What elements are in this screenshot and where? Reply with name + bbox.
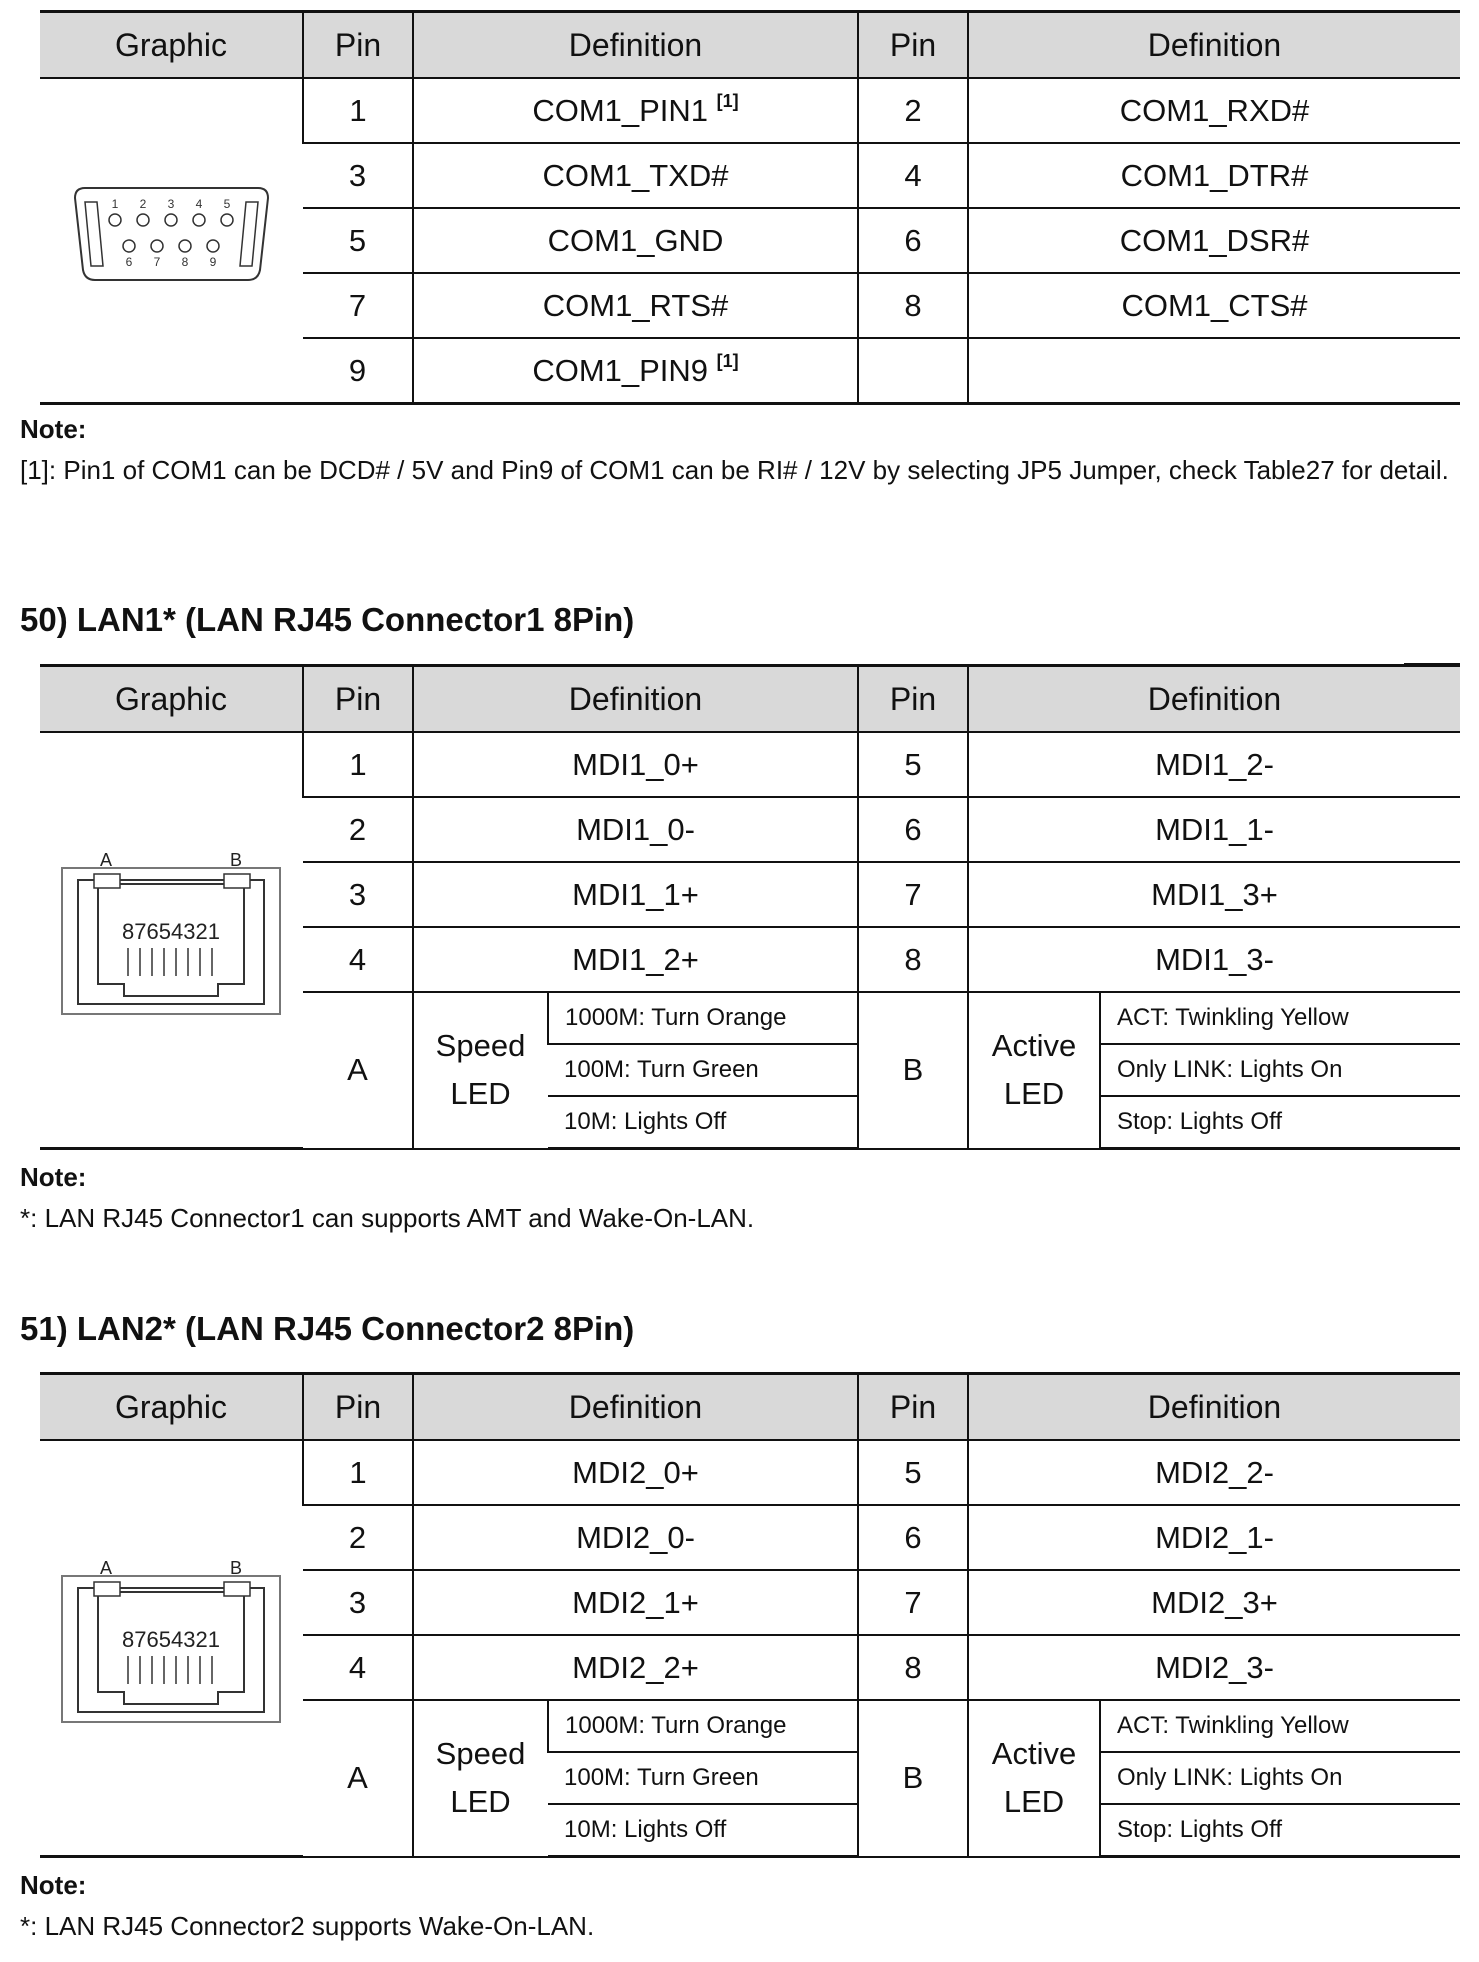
- header-pin: Pin: [858, 1374, 968, 1441]
- pin-definition: MDI2_3-: [968, 1635, 1460, 1700]
- pin-label: 5: [223, 196, 230, 211]
- pin-number: 5: [858, 1440, 968, 1505]
- lan1-pin-table: [40, 664, 1460, 1150]
- led-name-line: LED: [450, 1076, 511, 1112]
- rj45-connector-icon: [58, 844, 284, 1029]
- section-title-lan2: 51) LAN2* (LAN RJ45 Connector2 8Pin): [20, 1310, 635, 1347]
- header-definition: Definition: [413, 12, 858, 79]
- led-state: 100M: Turn Green: [548, 1044, 858, 1096]
- pin-definition: MDI1_2+: [413, 927, 858, 992]
- note-heading: Note:: [20, 1162, 87, 1192]
- pin-definition: MDI1_3+: [968, 862, 1460, 927]
- header-definition: Definition: [413, 666, 858, 733]
- table-header-row: [40, 1374, 1460, 1441]
- pin-label: 8: [181, 254, 188, 269]
- led-name-line: Speed: [435, 1028, 526, 1064]
- footnote-marker: [1]: [716, 350, 739, 371]
- pin-definition: MDI2_1-: [968, 1505, 1460, 1570]
- pin-number: 1: [303, 1440, 413, 1505]
- header-pin: Pin: [858, 666, 968, 733]
- header-definition: Definition: [968, 666, 1460, 733]
- header-pin: Pin: [858, 12, 968, 79]
- led-name-line: Speed: [435, 1736, 526, 1772]
- pin-number: 8: [858, 1635, 968, 1700]
- pin-number: 4: [303, 1635, 413, 1700]
- pin-number: 6: [858, 1505, 968, 1570]
- footnote-marker: [1]: [716, 90, 739, 111]
- led-pin: A: [303, 992, 413, 1149]
- header-definition: Definition: [413, 1374, 858, 1441]
- pin-definition: MDI2_2-: [968, 1440, 1460, 1505]
- pin-definition: MDI2_1+: [413, 1570, 858, 1635]
- pin-definition: MDI1_1+: [413, 862, 858, 927]
- led-a-label: A: [100, 1557, 113, 1578]
- pin-number: 7: [858, 862, 968, 927]
- pin-definition: MDI1_1-: [968, 797, 1460, 862]
- pin-label: 9: [209, 254, 216, 269]
- pin-number: 6: [858, 797, 968, 862]
- led-name-line: Active: [991, 1028, 1077, 1064]
- note-heading: Note:: [20, 1870, 87, 1900]
- pin-number: 8: [858, 273, 968, 338]
- led-state: Stop: Lights Off: [1100, 1804, 1460, 1857]
- pin-definition: COM1_TXD#: [413, 143, 858, 208]
- led-pin: A: [303, 1700, 413, 1857]
- led-state: ACT: Twinkling Yellow: [1100, 992, 1460, 1044]
- section-title-lan1: 50) LAN1* (LAN RJ45 Connector1 8Pin): [20, 601, 635, 638]
- pin-number: 7: [303, 273, 413, 338]
- pin-number: 2: [858, 78, 968, 143]
- pin-definition-text: COM1_PIN9: [532, 352, 709, 388]
- led-state: Only LINK: Lights On: [1100, 1044, 1460, 1096]
- pin-number: 2: [303, 1505, 413, 1570]
- header-pin: Pin: [303, 12, 413, 79]
- pin-definition: MDI1_0-: [413, 797, 858, 862]
- header-definition: Definition: [968, 12, 1460, 79]
- pin-definition: COM1_RTS#: [413, 273, 858, 338]
- header-graphic: Graphic: [40, 1374, 303, 1441]
- pin-number: 4: [303, 927, 413, 992]
- pin-number: 7: [858, 1570, 968, 1635]
- pin-label: 7: [153, 254, 160, 269]
- header-definition: Definition: [968, 1374, 1460, 1441]
- led-state: 100M: Turn Green: [548, 1752, 858, 1804]
- db9-connector-graphic: [40, 78, 303, 404]
- led-b-label: B: [230, 1557, 243, 1578]
- active-led-name: [968, 992, 1100, 1149]
- active-led-name: [968, 1700, 1100, 1857]
- table-header-row: [40, 666, 1460, 733]
- pin-number: 1: [303, 732, 413, 797]
- lan2-pin-table: [40, 1372, 1460, 1858]
- pin-number: 2: [303, 797, 413, 862]
- pin-definition: MDI2_3+: [968, 1570, 1460, 1635]
- led-name-line: Active: [991, 1736, 1077, 1772]
- pin-definition: [968, 338, 1460, 404]
- pin-definition: [413, 78, 858, 143]
- pin-number: 3: [303, 143, 413, 208]
- pin-order-label: 87654321: [122, 918, 220, 944]
- rj45-connector-graphic: [40, 1440, 303, 1857]
- pin-definition: MDI1_3-: [968, 927, 1460, 992]
- led-b-label: B: [230, 849, 243, 870]
- led-state: Stop: Lights Off: [1100, 1096, 1460, 1149]
- rj45-connector-graphic: [40, 732, 303, 1149]
- pin-definition: COM1_GND: [413, 208, 858, 273]
- rj45-connector-icon: [58, 1552, 284, 1737]
- pin-number: 4: [858, 143, 968, 208]
- pin-number: [858, 338, 968, 404]
- pin-number: 8: [858, 927, 968, 992]
- table-row: [40, 1440, 1460, 1505]
- pin-definition: COM1_DTR#: [968, 143, 1460, 208]
- pin-definition: MDI2_0+: [413, 1440, 858, 1505]
- pin-number: 3: [303, 862, 413, 927]
- led-a-label: A: [100, 849, 113, 870]
- pin-order-label: 87654321: [122, 1626, 220, 1652]
- header-pin: Pin: [303, 1374, 413, 1441]
- pin-number: 9: [303, 338, 413, 404]
- led-state: 10M: Lights Off: [548, 1804, 858, 1857]
- note-text: [1]: Pin1 of COM1 can be DCD# / 5V and Pin9 of COM1 can be RI# / 12V by selecting JP5 Jumper, check Table27 for detail.: [20, 455, 1449, 485]
- db9-connector-icon: [69, 182, 274, 292]
- led-name-line: LED: [1003, 1076, 1065, 1112]
- pin-definition: MDI1_2-: [968, 732, 1460, 797]
- pin-definition: MDI2_0-: [413, 1505, 858, 1570]
- pin-definition-text: COM1_PIN1: [532, 92, 709, 128]
- table-row: [40, 732, 1460, 797]
- header-graphic: Graphic: [40, 12, 303, 79]
- pin-definition: [413, 338, 858, 404]
- led-state: 10M: Lights Off: [548, 1096, 858, 1149]
- note-text: *: LAN RJ45 Connector2 supports Wake-On-LAN.: [20, 1911, 595, 1941]
- pin-number: 5: [303, 208, 413, 273]
- pin-label: 4: [195, 196, 202, 211]
- led-pin: B: [858, 992, 968, 1149]
- pin-definition: MDI1_0+: [413, 732, 858, 797]
- pin-definition: COM1_DSR#: [968, 208, 1460, 273]
- pin-label: 1: [111, 196, 118, 211]
- speed-led-name: [413, 992, 548, 1149]
- note-heading: Note:: [20, 414, 87, 444]
- led-name-line: LED: [1003, 1784, 1065, 1820]
- table-header-row: [40, 12, 1460, 79]
- led-state: 1000M: Turn Orange: [548, 1700, 858, 1752]
- header-graphic: Graphic: [40, 666, 303, 733]
- note-text: *: LAN RJ45 Connector1 can supports AMT and Wake-On-LAN.: [20, 1203, 755, 1233]
- pin-definition: COM1_CTS#: [968, 273, 1460, 338]
- pin-number: 6: [858, 208, 968, 273]
- pin-definition: COM1_RXD#: [968, 78, 1460, 143]
- led-name-line: LED: [450, 1784, 511, 1820]
- pin-number: 1: [303, 78, 413, 143]
- pin-number: 5: [858, 732, 968, 797]
- led-state: ACT: Twinkling Yellow: [1100, 1700, 1460, 1752]
- pin-label: 3: [167, 196, 174, 211]
- com1-pin-table: [40, 10, 1460, 405]
- header-pin: Pin: [303, 666, 413, 733]
- pin-label: 6: [125, 254, 132, 269]
- pin-number: 3: [303, 1570, 413, 1635]
- led-pin: B: [858, 1700, 968, 1857]
- table-row: [40, 78, 1460, 143]
- speed-led-name: [413, 1700, 548, 1857]
- led-state: 1000M: Turn Orange: [548, 992, 858, 1044]
- pin-label: 2: [139, 196, 146, 211]
- led-state: Only LINK: Lights On: [1100, 1752, 1460, 1804]
- pin-definition: MDI2_2+: [413, 1635, 858, 1700]
